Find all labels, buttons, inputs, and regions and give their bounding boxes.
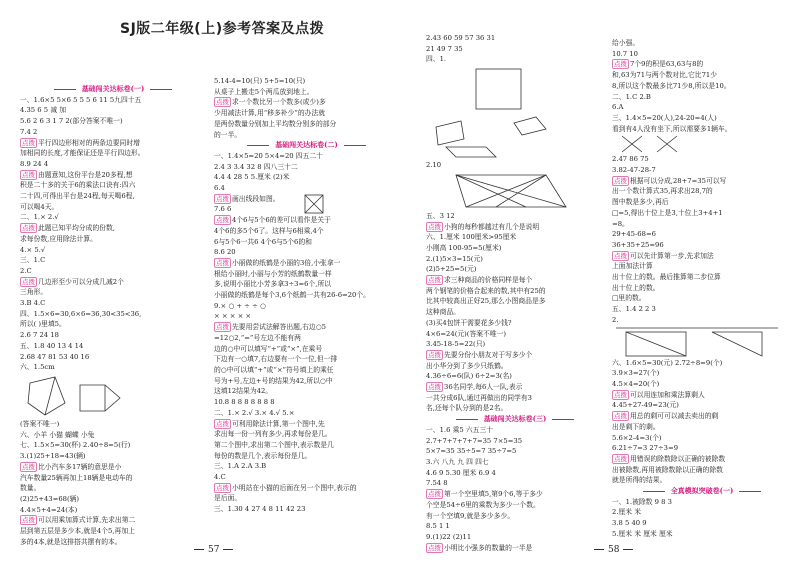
answer-line: 二、1.C 2.B bbox=[612, 92, 651, 101]
answer-line: =12○2,“=”号左边不能有两 bbox=[214, 333, 301, 342]
tip-badge: 点拨 bbox=[22, 170, 35, 179]
answer-line: 2.C bbox=[20, 266, 32, 275]
answer-line: 8.6 20 bbox=[214, 248, 236, 257]
tip-line bbox=[20, 277, 206, 288]
answer-line: 图中数是多少,再后 bbox=[612, 198, 669, 207]
answer-line: 个空是54÷6里的乘数为多少一个数。 bbox=[426, 500, 540, 509]
answer-line: 5.6×2-4=3(个) bbox=[612, 433, 662, 442]
answer-line: 一、1.6 乘5 六五三十 bbox=[426, 425, 494, 434]
tip-line bbox=[612, 411, 792, 422]
answer-line: 3.六 八九 九 四 四七 bbox=[426, 457, 489, 466]
tip-text: 用总的剩可可以减去卖出的剩 bbox=[630, 412, 719, 421]
tip-badge: 点拨 bbox=[22, 138, 35, 147]
answer-line: (2)25+43=68(辆) bbox=[20, 494, 80, 503]
tip-badge: 点拨 bbox=[216, 419, 229, 428]
answer-line: 8,所以这个数最多比71少8,所以是10。 bbox=[612, 81, 731, 90]
answer-line: (3)买4包饼干需要花多少钱? bbox=[426, 318, 512, 327]
answer-line: 出一个数计算式35,再求出28,7的 bbox=[612, 187, 713, 196]
tip-badge: 点拨 bbox=[428, 383, 441, 392]
tip-badge: 点拨 bbox=[428, 276, 441, 285]
answer-line: 可以喝4天。 bbox=[20, 202, 59, 211]
tip-line bbox=[426, 350, 604, 361]
answer-line: 2.(1)5×3=15(元) bbox=[426, 254, 483, 263]
tip-line bbox=[20, 515, 206, 526]
answer-line: 五、1.8 40 13 4 14 bbox=[20, 341, 84, 350]
answer-line: 4.4×5+4=24(本) bbox=[20, 505, 78, 514]
tip-text: 可以先计算第一步,先求加法 bbox=[630, 251, 714, 260]
answer-line: 3.45-18-5=22(只) bbox=[426, 340, 486, 349]
answer-line: 5.6 2 6 3 1 7 2(部分答案不唯一) bbox=[20, 117, 123, 126]
answer-line: 29+45-68=6 bbox=[612, 230, 656, 239]
answer-line: 给小强。 bbox=[612, 39, 640, 47]
answer-line: 看到有4人没有坐下,所以需要多1辆车。 bbox=[612, 124, 732, 133]
tip-text: 7个9的积是63,63与8的 bbox=[630, 60, 704, 69]
tip-text: 先要分份小朋友对于写多少个 bbox=[444, 350, 533, 359]
answer-line: 一、1.被除数 9 8 3 bbox=[612, 497, 672, 506]
answer-line: 是后面。 bbox=[214, 494, 242, 503]
tip-text: 36名同学,每6人一队,表示 bbox=[444, 383, 523, 392]
tip-text: 小明站在小猫的后面在另一个图中,表示的 bbox=[232, 483, 357, 492]
section-heading bbox=[612, 486, 792, 497]
answer-line: 的○中可以填“+”或“×”符号填上的乘任 bbox=[214, 365, 334, 374]
answer-line: 一、1.6×5 5×6 5 5 5 6 11 5九四十五 bbox=[20, 95, 142, 104]
tip-badge: 点拨 bbox=[22, 516, 35, 525]
answer-column-3 bbox=[426, 33, 604, 553]
answer-line: 数量。 bbox=[20, 484, 41, 493]
answer-line: 7.4 2 bbox=[20, 127, 38, 136]
line-segment-figure bbox=[299, 191, 339, 217]
section-heading-text: 基础闯关达标卷(三) bbox=[483, 414, 547, 424]
answer-line: 第二个图中,求出第二个图中,表示数是几 bbox=[214, 440, 334, 449]
tip-line bbox=[612, 59, 792, 70]
answer-line: 6.21÷7=3 27÷3=9 bbox=[612, 444, 679, 453]
tip-text: 平行四边形相对的两条边要同时增 bbox=[38, 138, 140, 147]
answer-line: 加相同的长度,才能保证还是平行四边形。 bbox=[20, 149, 145, 158]
page-58 bbox=[400, 0, 800, 562]
answer-line: 6.4 bbox=[214, 184, 225, 193]
connecting-lines-figure bbox=[426, 171, 596, 211]
answer-line: 有一个空填9,就是多少多少。 bbox=[426, 511, 515, 520]
answer-line: 一共分成6队,通过再做出的同学有3 bbox=[426, 393, 532, 402]
tip-text: 可利用除法计算,第一个图中,先 bbox=[232, 419, 325, 428]
figure-slot bbox=[612, 134, 792, 154]
answer-line: 是两份数量分别加上平均数分别多的部分 bbox=[214, 119, 337, 128]
tip-text: 小明比小强多的数量的一半是 bbox=[444, 543, 533, 552]
answer-line: 五、1.4 2 2 3 bbox=[612, 305, 656, 314]
answer-line: 层到第五层是多少本,就是4个5,再加上 bbox=[20, 527, 135, 536]
answer-column-4 bbox=[612, 38, 792, 540]
answer-line: 边的○中可以填写“+”或“×”,在乘号 bbox=[214, 344, 323, 353]
tip-text: 第一个空里填5,第9个6,等于多少 bbox=[444, 490, 543, 499]
tip-badge: 点拨 bbox=[216, 216, 229, 225]
answer-line: 2.厘米 米 bbox=[612, 508, 642, 517]
tip-text: 根据可以分成,28+7=35可以写 bbox=[630, 176, 727, 185]
answer-line: 积是二十多的关于6的乘法口诀有:四六 bbox=[20, 181, 136, 190]
answer-line: 10.8 8 8 8 8 8 8 8 bbox=[214, 398, 275, 407]
answer-line: 二、1.× 2.√ 3.× 4.√ 5.× bbox=[214, 408, 295, 417]
tip-text: 几边形至少可以分成几减2个 bbox=[38, 277, 124, 286]
answer-line: 号为+号,左边+号的结果为42,所以○中 bbox=[214, 376, 333, 385]
answer-line: 五、3 12 bbox=[426, 211, 455, 220]
answer-line: 二、1.× 2.√ bbox=[20, 213, 59, 222]
tip-line bbox=[426, 543, 604, 554]
answer-line: 一、1.4×5=20 5×4=20 四五二十 bbox=[214, 151, 323, 160]
tip-badge: 点拨 bbox=[614, 176, 627, 185]
matching-lines-figure bbox=[612, 134, 692, 154]
section-heading bbox=[20, 84, 206, 95]
tip-badge: 点拨 bbox=[22, 224, 35, 233]
answer-line: 4×6=24(元)(答案不唯一) bbox=[426, 329, 507, 338]
section-heading bbox=[214, 140, 399, 151]
tip-badge: 点拨 bbox=[614, 60, 627, 69]
answer-line: 8.9 24 4 bbox=[20, 159, 49, 168]
answer-line: 4.4 4 28 5 5.厘米 (2)米 bbox=[214, 173, 290, 182]
answer-line: 2.7+7+7+7+7=35 7×5=35 bbox=[426, 436, 523, 445]
page-number: 57 bbox=[190, 545, 237, 555]
tip-line bbox=[426, 489, 604, 500]
tip-badge: 点拨 bbox=[22, 462, 35, 471]
answer-line: 三、1.4×5=20(人),24-20=4(人) bbox=[612, 113, 717, 122]
tip-line bbox=[20, 138, 206, 149]
answer-line: 6.A bbox=[612, 103, 624, 112]
answer-line: 每份的数是几个,表示每份是几。 bbox=[214, 451, 312, 460]
answer-line: 4.5×4=20(个) bbox=[612, 379, 660, 388]
answer-line: 2. bbox=[612, 315, 619, 324]
answer-line: 汽车数量25辆再加上18辆是电动车的 bbox=[20, 473, 133, 482]
answer-line: 出十位上的数。 bbox=[612, 283, 660, 292]
answer-line: 2.6 7 24 18 bbox=[20, 331, 59, 340]
section-heading-text: 基础闯关达标卷(二) bbox=[275, 140, 338, 150]
answer-line: 36+35+25=96 bbox=[612, 240, 664, 249]
answer-line: 21 49 7 35 bbox=[426, 44, 463, 53]
tip-line bbox=[426, 275, 604, 286]
answer-line: 5×7=35 35÷5=7 35÷7=5 bbox=[426, 447, 517, 456]
figure-slot bbox=[426, 65, 604, 160]
section-heading-text: 基础闯关达标卷(一) bbox=[81, 84, 145, 93]
answer-line: 比其中较高出正好25,那么小图商品是多 bbox=[426, 297, 546, 306]
answer-line: 4.45+27-49=23(元) bbox=[612, 401, 679, 410]
tip-badge: 点拨 bbox=[614, 390, 627, 399]
answer-line: 2.4 3 3.4 32 8 四八三十二 bbox=[214, 162, 298, 171]
tip-text: 求一个数比另一个数多(或少)多 bbox=[232, 98, 326, 107]
tip-text: 4个6与5个6的差可以看作是关于 bbox=[232, 216, 331, 225]
tip-badge: 点拨 bbox=[614, 454, 627, 463]
tip-text: 求三种商品的价格同样是每个 bbox=[444, 276, 533, 285]
section-heading bbox=[426, 414, 604, 425]
tip-text: 画出线段如图。 bbox=[232, 194, 280, 203]
answer-line: 的一半。 bbox=[214, 130, 242, 139]
cut-shape-figure bbox=[612, 326, 782, 358]
tip-text: 小丽做的纸鹤是小丽的3倍,小张拿一 bbox=[232, 258, 341, 267]
tip-badge: 点拨 bbox=[216, 483, 229, 492]
answer-line: 两个钢笔的价格合起来的数,其中有25的 bbox=[426, 286, 546, 295]
answer-line: =8。 bbox=[612, 219, 629, 228]
section-heading-text: 全真模拟突破卷(一) bbox=[670, 486, 734, 496]
tip-text: 小狗的每秒都越过有几个是说明 bbox=[444, 222, 540, 231]
answer-line: 4.35 6 5 减 加 bbox=[20, 106, 67, 115]
tip-text: 用错误的除数除以正确的被除数 bbox=[630, 454, 726, 463]
answer-line: 七、1.5×5=30(杯) 2.40÷8=5(行) bbox=[20, 441, 131, 450]
answer-line: 4.C bbox=[214, 473, 226, 482]
tip-line bbox=[214, 483, 399, 494]
tip-line bbox=[612, 176, 792, 187]
drawing-answers bbox=[426, 65, 596, 160]
answer-line: 三角形。 bbox=[20, 288, 48, 297]
answer-line: 六、1.厘米 100厘米>95厘米 bbox=[426, 233, 517, 242]
tip-line bbox=[20, 462, 206, 473]
answer-line: 多,说明小丽比小芳多拿3÷3=6个,所以 bbox=[214, 280, 332, 289]
tip-line bbox=[612, 390, 792, 401]
answer-line: (2)5+25=5(元) bbox=[426, 265, 477, 274]
answer-line: □=5,得出十位上是3,十位上3+4+1 bbox=[612, 208, 723, 217]
answer-line: 3.8 5 40 9 bbox=[612, 519, 647, 528]
tip-text: 可以用连加和乘法算剩人 bbox=[630, 390, 705, 399]
tip-text: 此题已知平均分成的份数, bbox=[38, 224, 115, 233]
answer-line: 7.54 8 bbox=[426, 479, 448, 488]
answer-line: 三、1.30 4 27 4 8 11 42 23 bbox=[214, 505, 306, 514]
answer-line: 4个6的多5个6了。这样与6相乘,4个 bbox=[214, 226, 324, 235]
tip-badge: 点拨 bbox=[428, 543, 441, 552]
answer-line: 名,还每个队分到的是2名。 bbox=[426, 404, 508, 413]
answer-line: 3.B 4.C bbox=[20, 299, 46, 308]
answer-column-2 bbox=[214, 76, 399, 515]
answer-line: 求每份数,应用除法计算。 bbox=[20, 234, 97, 243]
answer-line: 出是剩下的剩。 bbox=[612, 422, 660, 431]
tip-badge: 点拨 bbox=[22, 277, 35, 286]
tip-badge: 点拨 bbox=[216, 98, 229, 107]
answer-line: 三、1.A 2.A 3.B bbox=[214, 462, 267, 471]
answer-line: 和,63为71与两个数对比,它比71少 bbox=[612, 71, 718, 80]
answer-line: 所以( )里填5。 bbox=[20, 320, 66, 329]
answer-line: 求出每一份一列有多少,再求每份是几。 bbox=[214, 430, 332, 439]
tip-line bbox=[214, 97, 399, 108]
answer-line: 出十位上的数。最后推算第二步位算 bbox=[612, 273, 721, 282]
tip-badge: 点拨 bbox=[428, 490, 441, 499]
tip-line bbox=[612, 454, 792, 465]
answer-line: 5.厘米 米 厘米 厘米 bbox=[612, 529, 673, 538]
page-number: 58 bbox=[590, 545, 637, 555]
answer-line: 8.5 1 1 bbox=[426, 522, 450, 531]
answer-line: 出小华分到了多少只纸鹤。 bbox=[426, 361, 508, 370]
answer-line: 上面加法计算 bbox=[612, 262, 653, 271]
answer-line: 9.× ○ + ÷ ÷ ○ bbox=[214, 301, 266, 310]
answer-line: × × × × × bbox=[214, 312, 252, 321]
answer-line: 二十四,可得出平台是24程,每天喝6程, bbox=[20, 192, 135, 201]
answer-line: 2.10 bbox=[426, 161, 442, 170]
tip-line bbox=[214, 322, 399, 333]
answer-line: 六、1.6×5=30(元) 2.72÷8=9(个) bbox=[612, 358, 723, 367]
answer-line: 4.× 5.√ bbox=[20, 245, 46, 254]
answer-line: 从桌子上搬走5个两瓜放到地上。 bbox=[214, 87, 314, 96]
answer-line: 出被除数,再用被除数除以正确的除数 bbox=[612, 465, 723, 474]
answer-line: 小刚高 100-95=5(厘米) bbox=[426, 243, 502, 252]
answer-line: 就是所得的结果。 bbox=[612, 476, 667, 485]
answer-line: 六、小羊 小猫 蝴蝶 小兔 bbox=[20, 430, 95, 439]
tip-text: 可以用乘加算式计算,先求出第二 bbox=[38, 516, 136, 525]
answer-line: 4.6 9 5.30 厘米 6.9 4 bbox=[426, 468, 496, 477]
answer-line: 少用减法计算,用“移多补少”的办法就 bbox=[214, 109, 326, 118]
tip-line bbox=[214, 258, 399, 269]
answer-line: (答案不唯一) bbox=[20, 419, 60, 428]
tip-line bbox=[612, 251, 792, 262]
answer-line: 2.43 60 59 57 36 31 bbox=[426, 34, 496, 42]
answer-line: 这种商品。 bbox=[426, 308, 460, 317]
tip-text: 由题意知,这份平台是20多程,想 bbox=[38, 170, 133, 179]
answer-line: 3.9×3=27(个) bbox=[612, 369, 660, 378]
tip-text: 比小汽车多17辆的意思是小 bbox=[38, 462, 122, 471]
tip-badge: 点拨 bbox=[614, 251, 627, 260]
tip-text: 先要用尝试法解答出题,右边○5 bbox=[232, 323, 326, 332]
figure-slot bbox=[20, 373, 206, 419]
shape-figure bbox=[20, 373, 140, 419]
tip-badge: 点拨 bbox=[614, 412, 627, 421]
page-title: SJ版二年级(上)参考答案及点拨 bbox=[120, 21, 325, 37]
answer-column-1 bbox=[20, 84, 206, 547]
answer-line: 下边有一○填7,右边要有一个一位,但一排 bbox=[214, 355, 338, 364]
answer-line: 7.6 6 bbox=[214, 205, 232, 214]
tip-badge: 点拨 bbox=[216, 323, 229, 332]
answer-line: 10.7 10 bbox=[612, 49, 638, 58]
tip-badge: 点拨 bbox=[428, 222, 441, 231]
answer-line: 6与5个6一共6 4个6与5个6的和 bbox=[214, 237, 312, 246]
answer-line: □里的数。 bbox=[612, 294, 646, 303]
answer-line: 四、1.5×6=30,6×6=36,30<35<36, bbox=[20, 309, 142, 318]
figure-slot bbox=[612, 326, 792, 358]
tip-line bbox=[20, 223, 206, 234]
answer-line: 三、1.C bbox=[20, 256, 46, 265]
figure-slot bbox=[426, 171, 604, 211]
tip-badge: 点拨 bbox=[216, 258, 229, 267]
answer-line: 5.14-4=10(只) 5+5=10(只) bbox=[214, 77, 306, 85]
answer-line: 3.82-47-28-7 bbox=[612, 166, 656, 175]
answer-line: 3.(1)25+18=43(辆) bbox=[20, 452, 86, 461]
tip-badge: 点拨 bbox=[428, 350, 441, 359]
answer-line: 2.47 86 75 bbox=[612, 155, 649, 164]
answer-line: 多的4本,就是这排搭共摆有的本。 bbox=[20, 537, 122, 546]
tip-line bbox=[214, 419, 399, 430]
tip-line bbox=[20, 170, 206, 181]
answer-line: 四、1. bbox=[426, 55, 447, 64]
answer-line: 根给小丽时,小丽与小芳的纸鹤数量一样 bbox=[214, 269, 332, 278]
tip-badge: 点拨 bbox=[216, 194, 229, 203]
answer-line: 这填12结果为42。 bbox=[214, 387, 273, 396]
tip-line bbox=[426, 382, 604, 393]
answer-line: 9.(1)22 (2)11 bbox=[426, 532, 472, 541]
answer-line: 六、1.5cm bbox=[20, 363, 55, 372]
tip-line bbox=[426, 222, 604, 233]
answer-line: 2.68 47 81 53 40 16 bbox=[20, 352, 90, 361]
answer-line: 4.36÷6=6(队) 6÷2=3(名) bbox=[426, 372, 512, 381]
answer-line: 小丽做的纸鹤是每个3,6个纸鹤一共有26-6=20个。 bbox=[214, 291, 370, 300]
